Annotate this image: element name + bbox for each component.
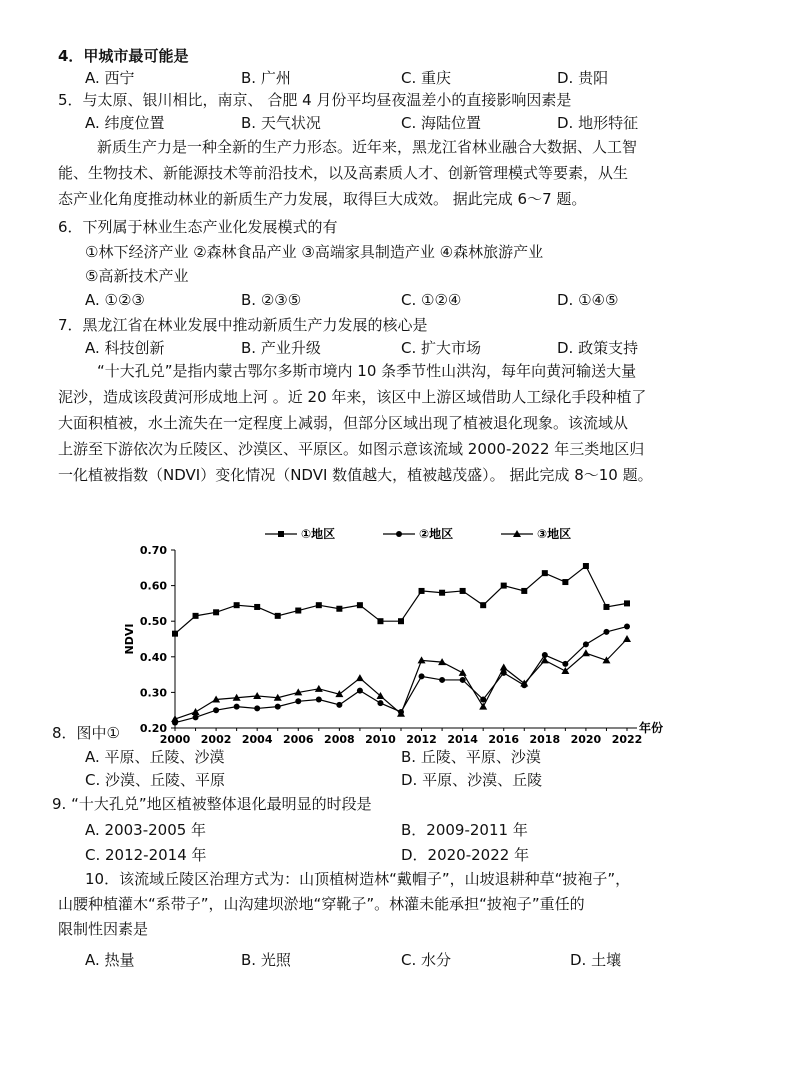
q8-option-b: B. 丘陵、平原、沙漠 — [401, 748, 541, 766]
q7-option-d: D. 政策支持 — [557, 339, 639, 357]
q5-stem: 5．与太原、银川相比，南京、 合肥 4 月份平均昼夜温差小的直接影响因素是 — [58, 91, 572, 109]
y-tick-label: 0.40 — [139, 650, 167, 664]
x-tick-label: 2020 — [570, 733, 602, 746]
series-1-point — [336, 606, 342, 612]
series-2-point — [234, 704, 240, 710]
x-tick-label: 2010 — [365, 733, 396, 746]
q4-option-b: B. 广州 — [241, 69, 291, 87]
x-tick-label: 2016 — [488, 733, 520, 746]
q7-option-b: B. 产业升级 — [241, 339, 321, 357]
x-tick-label: 2006 — [282, 733, 314, 746]
x-tick-label: 2008 — [324, 733, 355, 746]
passage1-line-3: 态产业化角度推动林业的新质生产力发展，取得巨大成效。 据此完成 6～7 题。 — [58, 190, 587, 208]
series-1-point — [562, 579, 568, 585]
q6-items-line-1: ①林下经济产业 ②森林食品产业 ③高端家具制造产业 ④森林旅游产业 — [85, 243, 544, 261]
q4-option-a: A. 西宁 — [85, 69, 135, 87]
series-3-point — [356, 674, 364, 681]
series-1-point — [275, 613, 281, 619]
series-1-point — [583, 563, 589, 569]
q9-option-c: C. 2012-2014 年 — [85, 846, 207, 864]
q7-option-c: C. 扩大市场 — [401, 339, 482, 357]
q10-line-3: 限制性因素是 — [58, 920, 149, 938]
series-1-point — [254, 604, 260, 610]
q4-option-c: C. 重庆 — [401, 69, 452, 87]
x-tick-label: 2022 — [611, 733, 643, 746]
series-1-point — [521, 588, 527, 594]
y-tick-label: 0.50 — [139, 615, 167, 629]
passage1-line-1: 新质生产力是一种全新的生产力形态。近年来，黑龙江省林业融合大数据、人工智 — [97, 138, 638, 156]
series-2-point — [295, 698, 301, 704]
x-axis-label: 年份 — [639, 721, 664, 735]
series-3-point — [459, 669, 467, 676]
y-tick-label: 0.30 — [139, 686, 167, 700]
q9-option-d: D．2020-2022 年 — [401, 846, 530, 864]
series-2-point — [562, 661, 568, 667]
q5-option-a: A. 纬度位置 — [85, 114, 165, 132]
legend-label-2: ②地区 — [419, 527, 454, 541]
q7-option-a: A. 科技创新 — [85, 339, 165, 357]
q10-option-d: D. 土壤 — [570, 951, 622, 969]
ndvi-line-chart — [115, 522, 675, 752]
q5-option-b: B. 天气状况 — [241, 114, 321, 132]
series-3-point — [418, 656, 426, 663]
x-tick-label: 2004 — [241, 733, 273, 746]
series-2-point — [583, 641, 589, 647]
series-1-point — [398, 618, 404, 624]
series-3-point — [192, 708, 200, 715]
series-2-point — [357, 688, 363, 694]
q8-option-a: A. 平原、丘陵、沙漠 — [85, 748, 225, 766]
x-tick-label: 2018 — [529, 733, 561, 746]
q6-option-d: D. ①④⑤ — [557, 291, 619, 309]
x-tick-label: 2014 — [447, 733, 478, 746]
legend-marker-2 — [396, 531, 402, 537]
q6-stem: 6．下列属于林业生态产业化发展模式的有 — [58, 218, 338, 236]
series-1-point — [460, 588, 466, 594]
x-tick-label: 2000 — [159, 733, 191, 746]
x-tick-label: 2002 — [200, 733, 232, 746]
series-2-point — [275, 704, 281, 710]
series-1-point — [213, 609, 219, 615]
q6-option-a: A. ①②③ — [85, 291, 145, 309]
series-3-point — [582, 649, 590, 656]
series-2-point — [419, 673, 425, 679]
series-3-point — [623, 635, 631, 642]
legend-label-3: ③地区 — [537, 527, 572, 541]
x-tick-label: 2012 — [406, 733, 437, 746]
q6-option-c: C. ①②④ — [401, 291, 462, 309]
y-tick-label: 0.60 — [139, 579, 167, 593]
passage2-line-3: 大面积植被，水土流失在一定程度上减弱，但部分区域出现了植被退化现象。该流域从 — [58, 414, 629, 432]
series-1-point — [480, 602, 486, 608]
series-2-point — [377, 700, 383, 706]
q4-option-d: D. 贵阳 — [557, 69, 609, 87]
q6-items-line-2: ⑤高新技术产业 — [85, 267, 189, 285]
series-2-point — [336, 702, 342, 708]
series-1-point — [377, 618, 383, 624]
q10-option-a: A. 热量 — [85, 951, 135, 969]
series-1-point — [439, 590, 445, 596]
q6-option-b: B. ②③⑤ — [241, 291, 302, 309]
passage2-line-1: “十大孔兑”是指内蒙古鄂尔多斯市境内 10 条季节性山洪沟，每年向黄河输送大量 — [97, 362, 637, 380]
q5-option-c: C. 海陆位置 — [401, 114, 482, 132]
series-line-2 — [175, 627, 627, 723]
y-axis-label: NDVI — [123, 623, 136, 655]
series-1-point — [295, 608, 301, 614]
q4-stem: 4．甲城市最可能是 — [58, 47, 189, 65]
series-2-point — [603, 629, 609, 635]
series-1-point — [542, 570, 548, 576]
series-3-point — [315, 685, 323, 692]
series-1-point — [316, 602, 322, 608]
series-1-point — [234, 602, 240, 608]
series-2-point — [460, 677, 466, 683]
q9-option-b: B．2009-2011 年 — [401, 821, 528, 839]
y-tick-label: 0.70 — [139, 544, 167, 557]
passage2-line-5: 一化植被指数（NDVI）变化情况（NDVI 数值越大，植被越茂盛）。 据此完成 8～10 题。 — [58, 466, 653, 484]
q10-option-c: C. 水分 — [401, 951, 452, 969]
q5-option-d: D. 地形特征 — [557, 114, 639, 132]
q10-option-b: B. 光照 — [241, 951, 291, 969]
q8-stem: 8．图中① — [52, 724, 120, 742]
series-3-point — [253, 692, 261, 699]
series-1-point — [603, 604, 609, 610]
q9-stem: 9. “十大孔兑”地区植被整体退化最明显的时段是 — [52, 795, 372, 813]
q8-option-c: C. 沙漠、丘陵、平原 — [85, 771, 226, 789]
y-tick-label: 0.20 — [139, 722, 167, 735]
series-3-point — [479, 703, 487, 710]
series-2-point — [624, 624, 630, 630]
series-1-point — [624, 600, 630, 606]
passage2-line-4: 上游至下游依次为丘陵区、沙漠区、平原区。如图示意该流域 2000-2022 年三类地区归 — [58, 440, 645, 458]
q8-option-d: D. 平原、沙漠、丘陵 — [401, 771, 543, 789]
passage2-line-2: 泥沙，造成该段黄河形成地上河 。近 20 年来，该区中上游区域借助人工绿化手段种植了 — [58, 388, 647, 406]
q7-stem: 7．黑龙江省在林业发展中推动新质生产力发展的核心是 — [58, 316, 428, 334]
series-1-point — [357, 602, 363, 608]
q10-line-2: 山腰种植灌木“系带子”，山沟建坝淤地“穿靴子”。林灌未能承担“披袍子”重任的 — [58, 895, 585, 913]
series-2-point — [316, 697, 322, 703]
series-3-point — [500, 663, 508, 670]
q9-option-a: A. 2003-2005 年 — [85, 821, 207, 839]
series-1-point — [193, 613, 199, 619]
passage1-line-2: 能、生物技术、新能源技术等前沿技术，以及高素质人才、创新管理模式等要素，从生 — [58, 164, 629, 182]
series-2-point — [213, 707, 219, 713]
series-1-point — [501, 583, 507, 589]
series-2-point — [193, 714, 199, 720]
legend-marker-1 — [278, 531, 284, 537]
legend-label-1: ①地区 — [301, 527, 336, 541]
series-2-point — [439, 677, 445, 683]
series-1-point — [172, 631, 178, 637]
q10-line-1: 10．该流域丘陵区治理方式为：山顶植树造林“戴帽子”，山坡退耕种草“披袍子”， — [85, 870, 631, 888]
series-2-point — [254, 705, 260, 711]
series-1-point — [419, 588, 425, 594]
